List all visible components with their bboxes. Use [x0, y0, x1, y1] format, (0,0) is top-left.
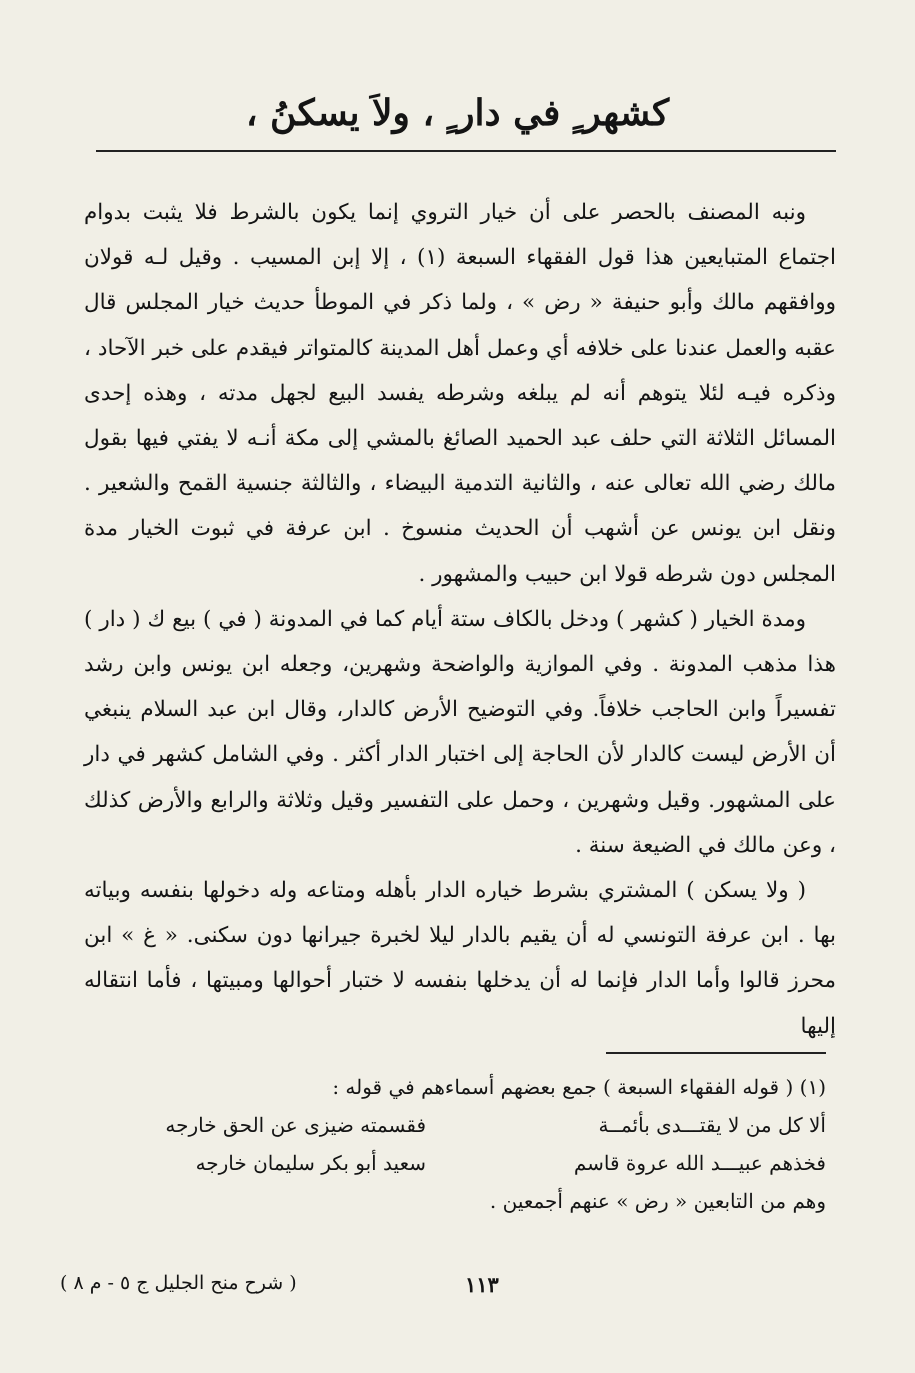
verse-2-second-hemistich: سعيد أبو بكر سليمان خارجه	[195, 1151, 426, 1175]
verse-line-2	[96, 1144, 826, 1182]
main-text	[84, 190, 836, 1049]
paragraph-2: ومدة الخيار ( كشهر ) ودخل بالكاف ستة أيام كما في المدونة ( في ) بيع ك ( دار ) هذا مذهب المدونة . وفي الموازية والواضحة وشهرين، وجعله ابن يونس وابن رشد تفسيراً وابن الحاجب خلافاً. وفي التوضيح الأرض كالدار، وقال ابن عبد السلام ينبغي أن الأرض ليست كالدار لأن الحاجة إلى اختبار الدار أكثر . وفي الشامل كشهر في دار على المشهور. وقيل وشهرين ، وحمل على التفسير وقيل وثلاثة والرابع والأرض كذلك ، وعن مالك في الضيعة سنة .	[84, 606, 836, 858]
paragraph-3: ( ولا يسكن ) المشتري بشرط خياره الدار بأهله ومتاعه وله دخولها بنفسه وبياته بها . ابن عرفة التونسي له أن يقيم بالدار ليلا لخبرة جيرانها دون سكنى. « غ » ابن محرز قالوا وأما الدار فإنما له أن يدخلها بنفسه لا ختبار أحوالها ومبيتها ، فأما انتقاله إليها	[84, 878, 836, 1039]
footnote-intro: (١) ( قوله الفقهاء السبعة ) جمع بعضهم أسماءهم في قوله :	[332, 1075, 826, 1099]
verse-1-second-hemistich: فقسمته ضيزى عن الحق خارجه	[165, 1113, 426, 1137]
page-heading: كشهر ٍ في دار ٍ ، ولاَ يسكنُ ،	[245, 92, 670, 134]
page-footer	[60, 1272, 830, 1302]
page-number: ١١٣	[465, 1272, 499, 1297]
verse-1-first-hemistich: ألا كل من لا يقتـــدى بأئمــة	[598, 1113, 826, 1137]
footer-source: ( شرح منح الجليل ج ٥ - م ٨ )	[60, 1272, 297, 1294]
verse-line-1	[96, 1106, 826, 1144]
footnote-ending: وهم من التابعين « رض » عنهم أجمعين .	[489, 1189, 826, 1213]
paragraph-1: ونبه المصنف بالحصر على أن خيار التروي إنما يكون بالشرط فلا يثبت بدوام اجتماع المتبايعين هذا قول الفقهاء السبعة (١) ، إلا إبن المسيب . وقيل لـه قولان ووافقهم مالك وأبو حنيفة « رض » ، ولما ذكر في الموطأ حديث خيار المجلس قال عقبه والعمل عندنا على خلافه أي وعمل أهل المدينة كالمتواتر فيقدم على خبر الآحاد ، وذكره فيـه لئلا يتوهم أنه لم يبلغه وشرطه يفسد البيع لجهل مدته ، وهذه إحدى المسائل الثلاثة التي حلف عبد الحميد الصائغ بالمشي إلى مكة أنـه لا يفتي فيها بقول مالك رضي الله تعالى عنه ، والثانية التدمية البيضاء ، والثالثة جنسية القمح والشعير . ونقل ابن يونس عن أشهب أن الحديث منسوخ . ابن عرفة في ثبوت الخيار مدة المجلس دون شرطه قولا ابن حبيب والمشهور .	[84, 200, 837, 587]
footnote-rule	[606, 1052, 826, 1054]
verse-2-first-hemistich: فخذهم عبيـــد الله عروة قاسم	[573, 1151, 826, 1175]
footnotes	[96, 1068, 826, 1220]
header-rule	[96, 150, 836, 152]
